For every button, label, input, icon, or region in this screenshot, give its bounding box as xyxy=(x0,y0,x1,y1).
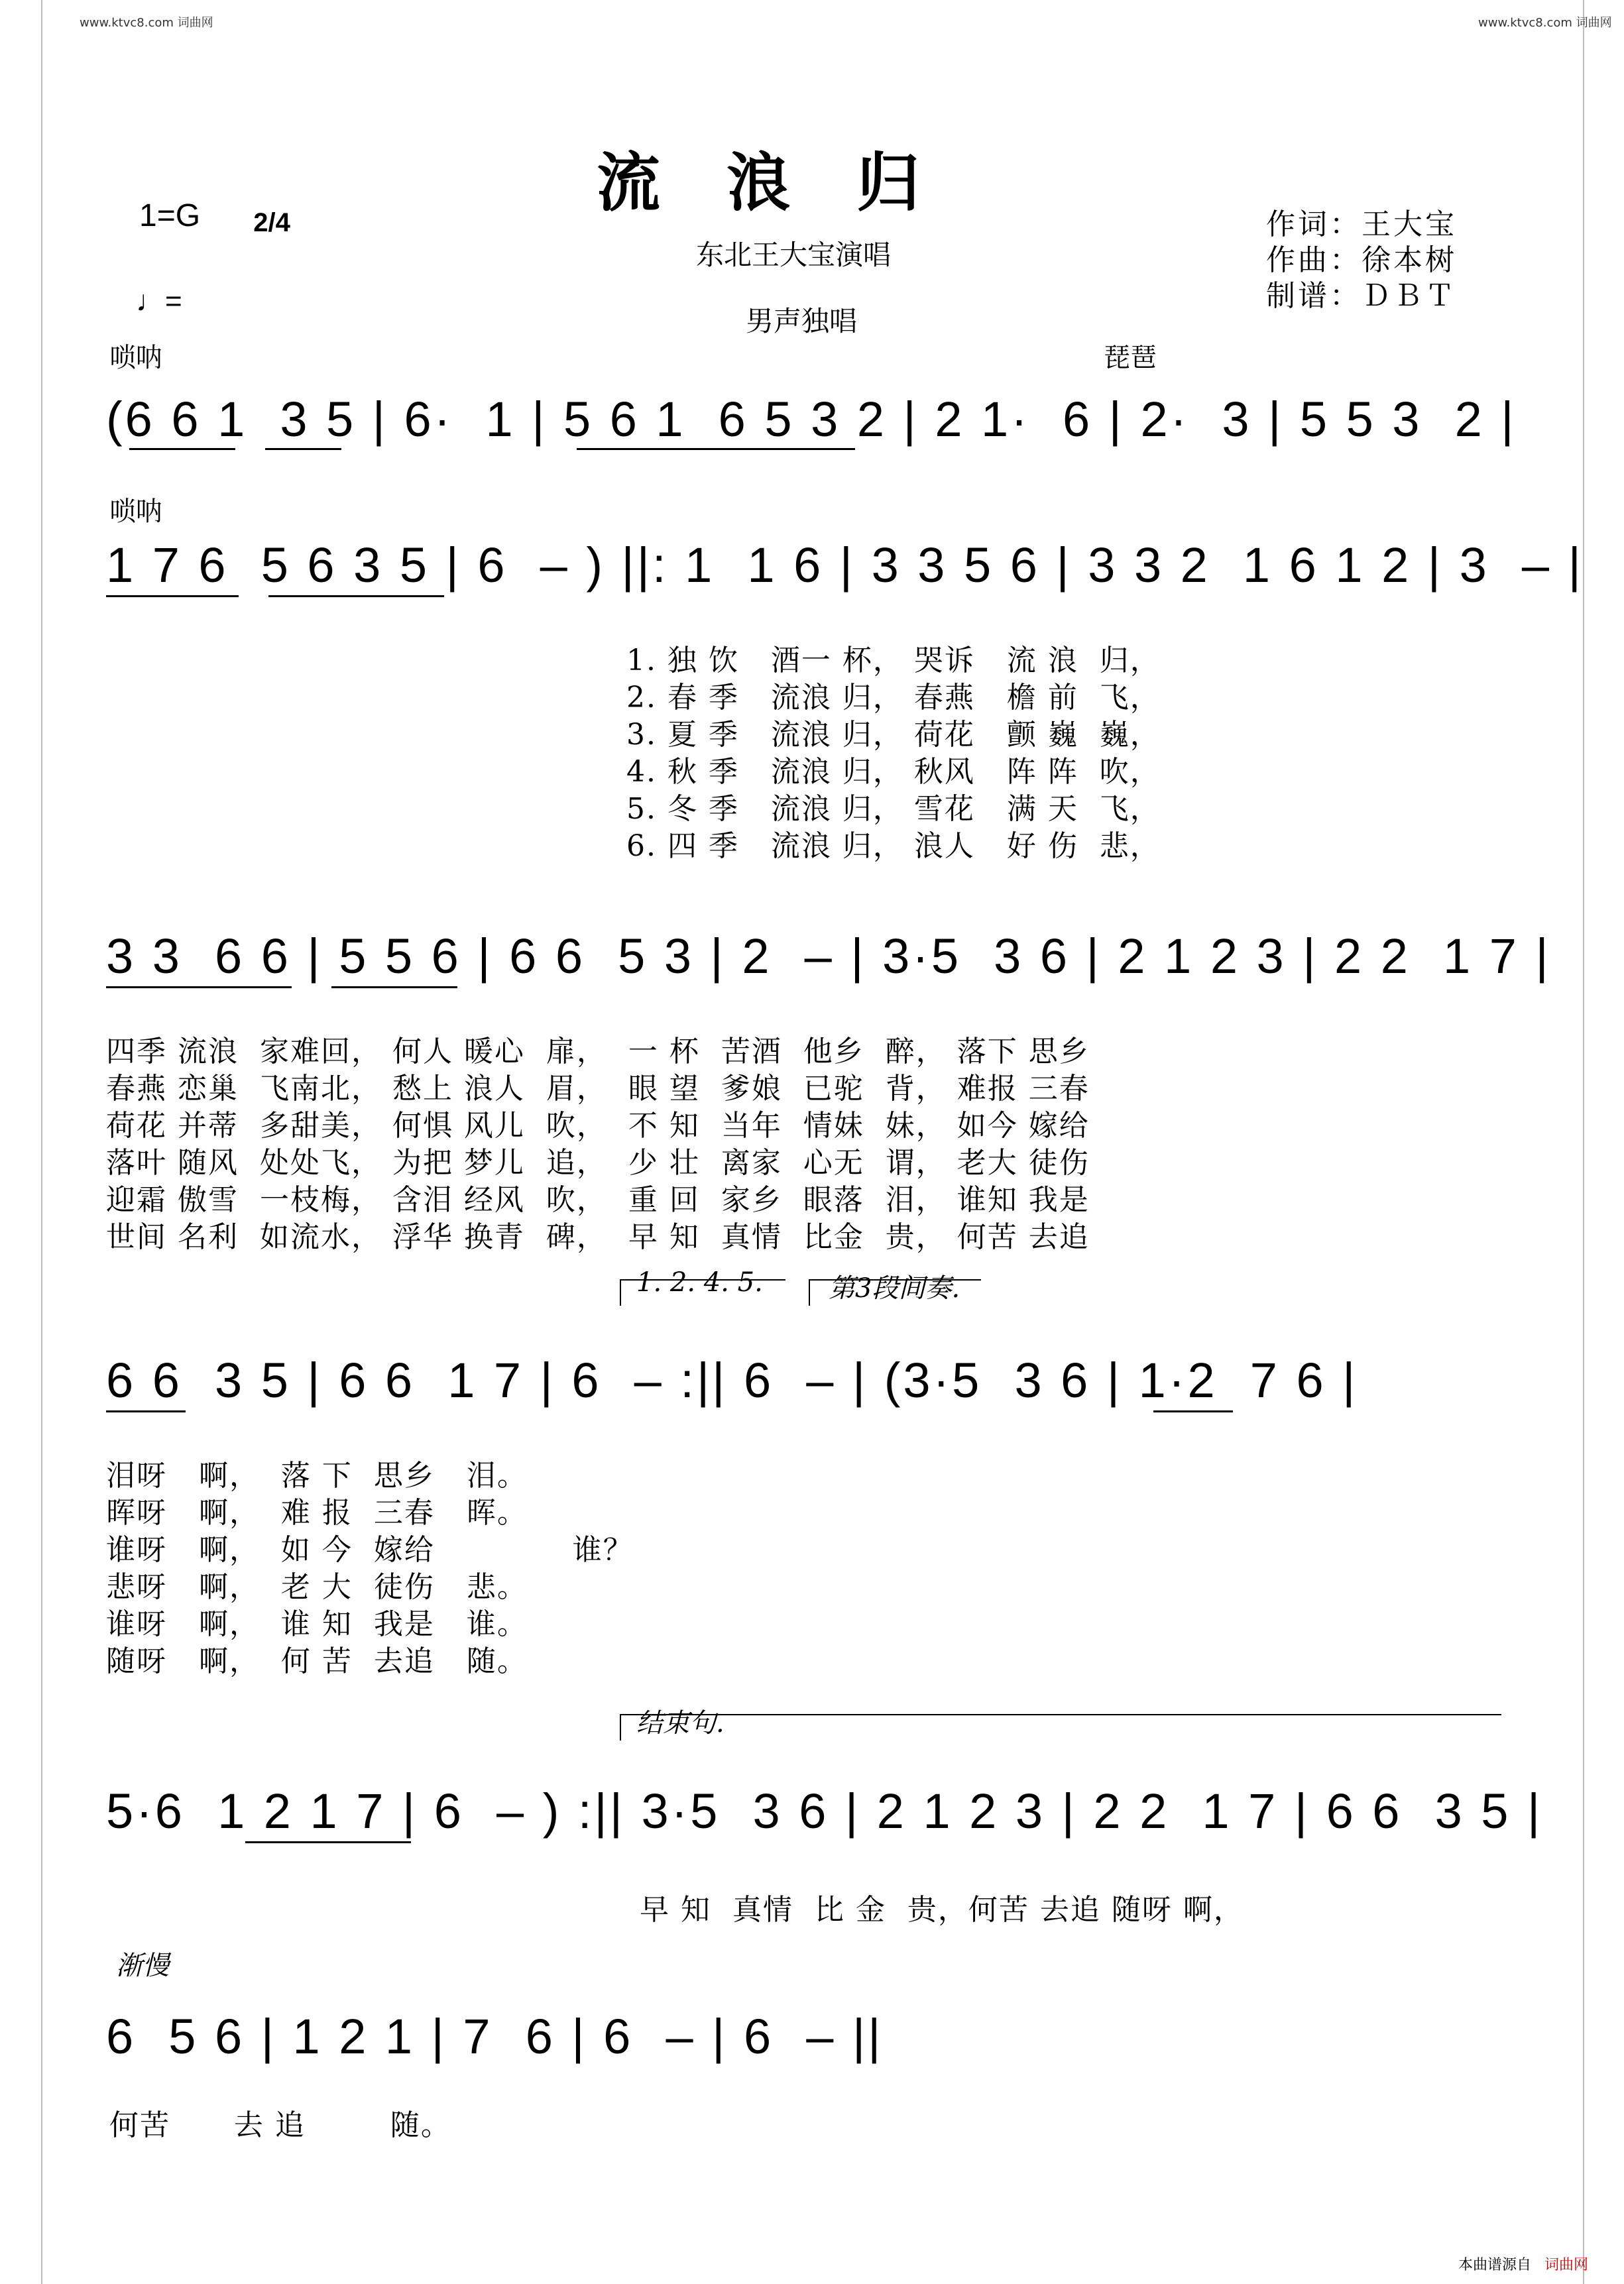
verse-lyric-line: 春燕 恋巢 飞南北， 愁上 浪人 眉， 眼 望 爹娘 已驼 背， 难报 三春 xyxy=(106,1072,1090,1106)
song-title: 流浪归 xyxy=(597,145,986,220)
beam-line xyxy=(106,986,292,988)
beam-line xyxy=(129,448,235,450)
time-signature-text: 2/4 xyxy=(253,208,290,237)
ending-volta-label: 结束句. xyxy=(636,1708,725,1739)
verse-lyric-line: 3. 夏 季 流浪 归， 荷花 颤 巍 巍， xyxy=(626,718,1161,752)
volta-1-bracket xyxy=(620,1279,785,1281)
composer-credit: 作曲：徐本树 xyxy=(1266,243,1457,277)
beam-line xyxy=(245,1841,411,1843)
staff-system-6: 6 5 6 | 1 2 1 | 7 6 | 6 – | 6 – || xyxy=(106,2009,884,2064)
verse-lyric-line: 4. 秋 季 流浪 归， 秋风 阵 阵 吹， xyxy=(626,755,1161,789)
ending-lyric-line: 早 知 真情 比 金 贵，何苦 去追 随呀 啊， xyxy=(640,1893,1244,1927)
beam-line xyxy=(268,595,444,597)
right-border-line xyxy=(1583,0,1584,2284)
beam-line xyxy=(577,448,855,450)
final-lyric-line: 何苦 去 追 随。 xyxy=(109,2108,451,2142)
volta-1-label: 1. 2. 4. 5. xyxy=(636,1267,763,1298)
volta-1-bracket-end xyxy=(620,1279,621,1306)
verse-lyric-line: 谁呀 啊， 谁 知 我是 谁。 xyxy=(106,1607,528,1641)
instrument-mark-pipa: 琵琶 xyxy=(1104,343,1157,373)
verse-lyric-line: 谁呀 啊， 如 今 嫁给 谁？ xyxy=(106,1533,634,1567)
staff-system-5: 5·6 1 2 1 7 | 6 – ) :|| 3·5 3 6 | 2 1 2 3 | 2 2 1 7 | 6 6 3 5 | xyxy=(106,1784,1543,1839)
tempo-marking-ritardando: 渐慢 xyxy=(116,1951,169,1981)
verse-lyric-line: 2. 春 季 流浪 归， 春燕 檐 前 飞， xyxy=(626,681,1161,714)
footer-site-link[interactable]: 词曲网 xyxy=(1544,2257,1589,2273)
verse-lyric-line: 世间 名利 如流水， 浮华 换青 碑， 早 知 真情 比金 贵， 何苦 去追 xyxy=(106,1220,1090,1254)
volta-2-bracket-end xyxy=(809,1279,810,1306)
time-signature xyxy=(239,187,290,237)
tempo-mark: ♩= xyxy=(136,285,182,317)
lyricist-credit: 作词：王大宝 xyxy=(1266,207,1457,241)
verse-lyric-line: 泪呀 啊， 落 下 思乡 泪。 xyxy=(106,1459,528,1493)
instrument-mark-suona: 唢呐 xyxy=(109,343,162,373)
beam-line xyxy=(265,448,341,450)
arranger-credit: 制谱：ＤＢＴ xyxy=(1266,279,1457,313)
volta-2-label: 第3段间奏. xyxy=(829,1273,960,1304)
verse-lyric-line: 随呀 啊， 何 苦 去追 随。 xyxy=(106,1644,528,1678)
key-signature: 1=G xyxy=(139,198,201,233)
ending-volta-bracket-end xyxy=(620,1714,621,1741)
left-border-line xyxy=(41,0,42,2284)
beam-line xyxy=(106,1410,186,1412)
beam-line xyxy=(106,595,239,597)
footer-source-text: 本曲谱源自 xyxy=(1458,2257,1532,2273)
watermark-top-left: www.ktvc8.com 词曲网 xyxy=(80,16,213,30)
volta-2-bracket xyxy=(809,1279,981,1281)
staff-system-2: 1 7 6 5 6 3 5 | 6 – ) ||: 1 1 6 | 3 3 5 6 | 3 3 2 1 6 1 2 | 3 – | xyxy=(106,538,1584,593)
ending-volta-bracket xyxy=(620,1714,1501,1715)
staff-system-4: 6 6 3 5 | 6 6 1 7 | 6 – :|| 6 – | (3·5 3 6 | 1·2 7 6 | xyxy=(106,1353,1358,1408)
performer: 东北王大宝演唱 xyxy=(696,239,892,271)
verse-lyric-line: 晖呀 啊， 难 报 三春 晖。 xyxy=(106,1496,528,1530)
verse-lyric-line: 落叶 随风 处处飞， 为把 梦儿 追， 少 壮 离家 心无 谓， 老大 徒伤 xyxy=(106,1146,1090,1180)
verse-lyric-line: 悲呀 啊， 老 大 徒伤 悲。 xyxy=(106,1570,528,1604)
verse-lyric-line: 迎霜 傲雪 一枝梅， 含泪 经风 吹， 重 回 家乡 眼落 泪， 谁知 我是 xyxy=(106,1183,1090,1217)
verse-lyric-line: 荷花 并蒂 多甜美， 何惧 风儿 吹， 不 知 当年 情妹 妹， 如今 嫁给 xyxy=(106,1109,1090,1143)
verse-lyric-line: 1. 独 饮 酒一 杯， 哭诉 流 浪 归， xyxy=(626,644,1161,677)
verse-lyric-line: 5. 冬 季 流浪 归， 雪花 满 天 飞， xyxy=(626,792,1161,826)
verse-lyric-line: 6. 四 季 流浪 归， 浪人 好 伤 悲， xyxy=(626,829,1161,863)
beam-line xyxy=(331,986,457,988)
watermark-top-right: www.ktvc8.com 词曲网 xyxy=(1478,16,1612,30)
instrument-mark-suona-2: 唢呐 xyxy=(109,496,162,527)
staff-system-1: (6 6 1 3 5 | 6· 1 | 5 6 1 6 5 3 2 | 2 1· 6 | 2· 3 | 5 5 3 2 | xyxy=(106,392,1517,447)
staff-system-3: 3 3 6 6 | 5 5 6 | 6 6 5 3 | 2 – | 3·5 3 6 | 2 1 2 3 | 2 2 1 7 | xyxy=(106,929,1551,984)
voice-type: 男声独唱 xyxy=(746,305,858,337)
verse-lyric-line: 四季 流浪 家难回， 何人 暖心 扉， 一 杯 苦酒 他乡 醉， 落下 思乡 xyxy=(106,1035,1090,1068)
beam-line xyxy=(1153,1410,1233,1412)
